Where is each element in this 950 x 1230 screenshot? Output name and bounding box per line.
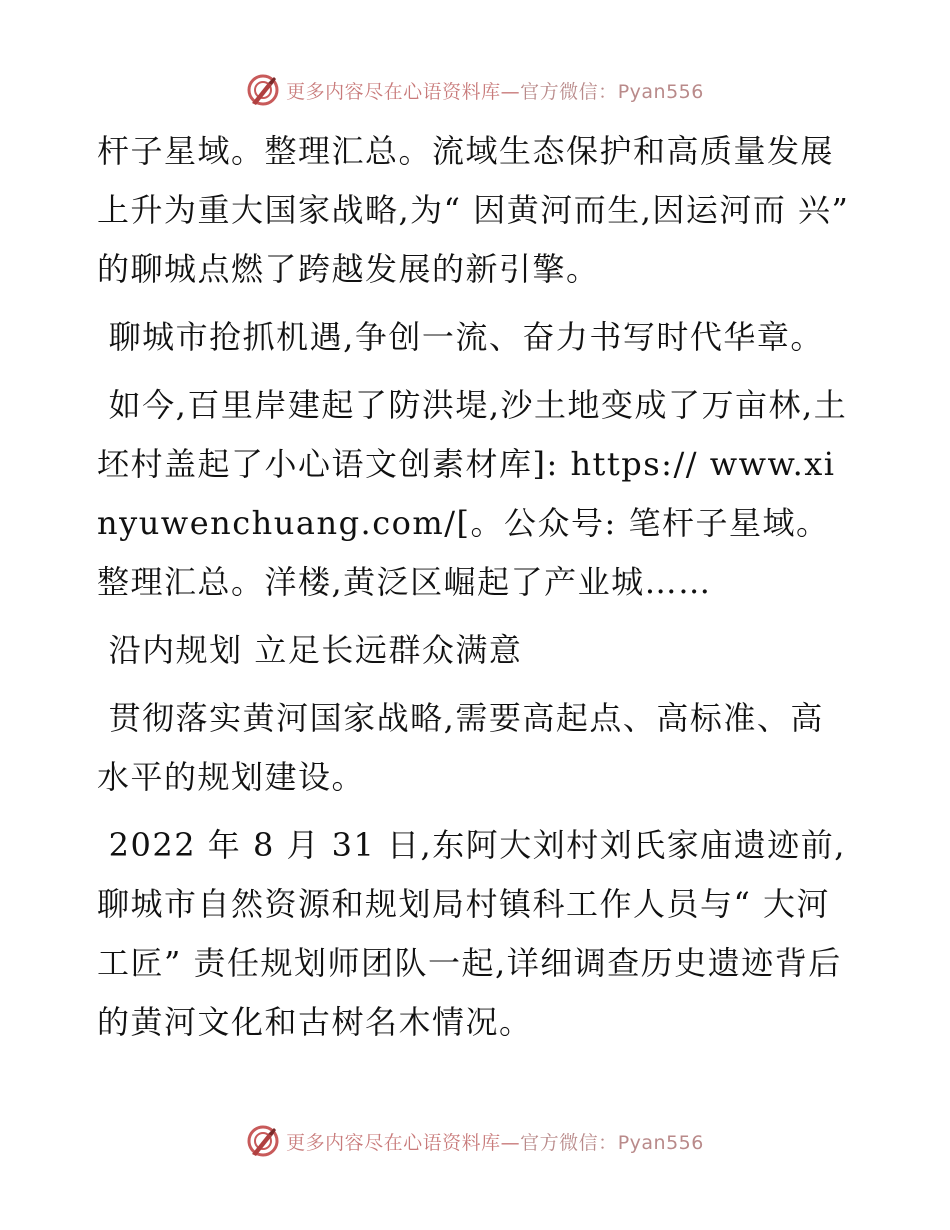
paragraph-2: 聊城市抢抓机遇,争创一流、奋力书写时代华章。 xyxy=(97,318,824,356)
watermark-text: 更多内容尽在心语资料库—官方微信：Pyan556 xyxy=(286,1131,704,1154)
pen-logo-icon xyxy=(246,1124,280,1158)
watermark-text: 更多内容尽在心语资料库—官方微信：Pyan556 xyxy=(286,80,704,103)
paragraph-3: 如今,百里岸建起了防洪堤,沙土地变成了万亩林,土坯村盖起了小心语文创素材库]: https:// www.xinyuwenchuang.com/[。公众号: 笔杆子星域。整理汇总。洋楼,黄泛区崛起了产业城…… xyxy=(97,386,848,601)
paragraph-1: 杆子星域。整理汇总。流域生态保护和高质量发展上升为重大国家战略,为“ 因黄河而生,因运河而 兴” 的聊城点燃了跨越发展的新引擎。 xyxy=(97,132,862,288)
section-heading: 沿内规划 立足长远群众满意 xyxy=(97,631,523,669)
paragraph-5: 2022 年 8 月 31 日,东阿大刘村刘氏家庙遗迹前,聊城市自然资源和规划局村镇科工作人员与“ 大河工匠” 责任规划师团队一起,详细调查历史遗迹背后的黄河文化和古树名木情况。 xyxy=(97,826,846,1041)
document-body xyxy=(97,122,862,1052)
header-watermark xyxy=(0,70,950,110)
paragraph-4: 贯彻落实黄河国家战略,需要高起点、高标准、高水平的规划建设。 xyxy=(97,699,824,796)
footer-watermark xyxy=(0,1121,950,1161)
pen-logo-icon xyxy=(246,73,280,107)
